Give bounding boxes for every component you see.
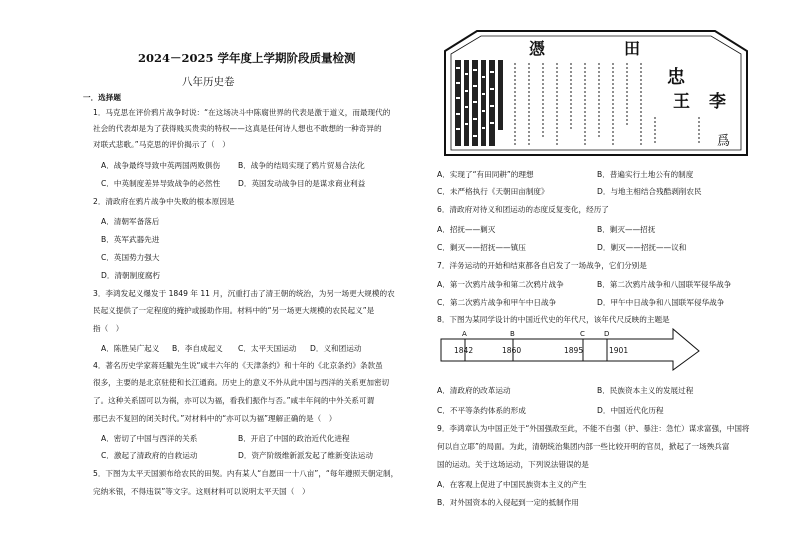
q7-option-a: A．第一次鸦片战争和第二次鸦片战争 [437, 280, 564, 289]
q7-option-c: C．第二次鸦片战争和甲午中日战争 [437, 298, 557, 307]
timeline-label-a: A [462, 330, 467, 338]
q4-option-b: B．开启了中国的政治近代化进程 [238, 434, 350, 443]
q1-option-a: A．战争最终导致中英两国两败俱伤 [101, 161, 221, 170]
timeline-year-1901: 1901 [609, 346, 629, 355]
q2-option-c: C．英国势力强大 [101, 253, 160, 262]
q8-option-a: A．清政府的改革运动 [437, 386, 511, 395]
q5-line-1: 5．下图为太平天国颁布给农民的田契。内有某人“自愿田一十八亩”，“每年遵照天朝定制， [93, 469, 399, 478]
deed-char-li: 李 [709, 92, 726, 112]
q1-line-1: 1．马克思在评价鸦片战争时说：“在这场决斗中陈腐世界的代表是激于道义，而最现代的 [93, 108, 391, 117]
q8-option-d: D．中国近代化历程 [597, 406, 664, 415]
q7-option-b: B．第二次鸦片战争和八国联军侵华战争 [597, 280, 732, 289]
q7-option-d: D．甲午中日战争和八国联军侵华战争 [597, 298, 725, 307]
q2-option-a: A．清朝军备落后 [101, 217, 160, 226]
q5-option-a: A．实现了“有田同耕”的理想 [437, 170, 534, 179]
q1-option-b: B．战争的结局实现了鸦片贸易合法化 [238, 161, 365, 170]
deed-char-tian: 田 [624, 39, 641, 58]
q2-option-b: B．英军武器先进 [101, 235, 160, 244]
q9-option-b: B．对外国资本的入侵起到一定的抵制作用 [437, 498, 579, 507]
timeline-label-b: B [510, 330, 515, 338]
q8-option-c: C．不平等条约体系的形成 [437, 406, 526, 415]
timeline-year-1842: 1842 [454, 346, 474, 355]
q6-option-a: A．招抚——剿灭 [437, 225, 496, 234]
timeline-year-1860: 1860 [502, 346, 522, 355]
q9-option-a: A．在客观上促进了中国民族资本主义的产生 [437, 480, 587, 489]
q4-line-3: 了。这种关系固可以为祸，亦可以为福，看我们振作与否。”咸丰年间的中外关系可谓 [93, 396, 375, 405]
q3-option-b: B．李自成起义 [172, 344, 223, 353]
q8-stem: 8．下图为某同学设计的中国近代史的年代尺，该年代尺反映的主题是 [437, 315, 670, 324]
q6-option-b: B．剿灭——招抚 [597, 225, 656, 234]
q1-option-d: D．英国发动战争目的是谋求商业利益 [238, 179, 366, 188]
deed-char-zhong: 忠 [667, 67, 685, 88]
q4-line-1: 4．著名历史学家蒋廷黻先生说“咸丰六年的《天津条约》和十年的《北京条约》条款虽 [93, 361, 383, 370]
q8-option-b: B．民族资本主义的发展过程 [597, 386, 694, 395]
q5-option-c: C．未严格执行《天朝田亩制度》 [437, 187, 549, 196]
q4-option-d: D．资产阶级维新派发起了维新变法运动 [238, 451, 373, 460]
section-heading: 一．选择题 [83, 93, 121, 102]
exam-subtitle: 八年历史卷 [182, 76, 235, 88]
q1-line-2: 社会的代表却是为了获得贱买贵卖的特权——这真是任何诗人想也不敢想的一种奇异的 [93, 124, 382, 133]
q3-option-d: D．义和团运动 [310, 344, 362, 353]
q3-option-c: C．太平天国运动 [238, 344, 297, 353]
timeline-year-1895: 1895 [564, 346, 584, 355]
deed-char-wei: 爲 [717, 134, 731, 149]
q4-option-c: C．激起了清政府的自救运动 [101, 451, 198, 460]
timeline-label-c: C [580, 330, 585, 338]
q9-line-2: 何以自立耶”的局面。为此，清朝统治集团内部一些比较开明的官员，掀起了一场殃兵富 [437, 442, 730, 451]
q3-line-2: 民起义提供了一定程度的掩护或援助作用。材料中的“另一场更大规模的农民起义”是 [93, 306, 375, 315]
q5-option-b: B．普遍实行土地公有的制度 [597, 170, 694, 179]
land-deed-image [437, 27, 755, 159]
q3-option-a: A．陈胜吴广起义 [101, 344, 160, 353]
q7-stem: 7．洋务运动的开始和结束都各自启发了一场战争，它们分别是 [437, 261, 647, 270]
deed-char-wang: 王 [673, 92, 690, 112]
q9-line-1: 9．李鸿章认为中国正处于“外国强敌至此，不能不自强（护、暴注：急忙）谋求富强，中国将 [437, 424, 750, 433]
q5-option-d: D．与地主相结合残酷剥削农民 [597, 187, 702, 196]
timeline-diagram [437, 326, 707, 372]
q2-option-d: D．清朝制度腐朽 [101, 271, 161, 280]
q9-line-3: 国的运动。关于这场运动，下列说法错误的是 [437, 460, 589, 469]
timeline-label-d: D [604, 330, 610, 338]
exam-title: 2024－2025 学年度上学期阶段质量检测 [138, 51, 356, 65]
q1-line-3: 对联式悲歌。”马克思的评价揭示了（ ） [93, 140, 230, 149]
q6-stem: 6．清政府对待义和团运动的态度反复变化，经历了 [437, 205, 609, 214]
q3-line-1: 3．李鸿发起义爆发于 1849 年 11 月，沉重打击了清王朝的统治，为另一场更大规模的农 [93, 289, 395, 298]
q4-option-a: A．密切了中国与西洋的关系 [101, 434, 198, 443]
q6-option-c: C．剿灭——招抚——镇压 [437, 243, 526, 252]
q2-stem: 2．清政府在鸦片战争中失败的根本原因是 [93, 197, 235, 206]
q4-line-4: 那已去不复回的闭关时代。”对材料中的“亦可以为福”理解正确的是（ ） [93, 414, 337, 423]
q3-line-3: 指（ ） [93, 324, 124, 333]
deed-char-ping: 憑 [529, 39, 546, 58]
q6-option-d: D．剿灭——招抚——议和 [597, 243, 687, 252]
q1-option-c: C．中英制度差异导致战争的必然性 [101, 179, 221, 188]
q5-line-2: 完纳米银，不得违误”等文字。这则材料可以说明太平天国（ ） [93, 487, 310, 496]
q4-line-2: 很多，主要的是北京驻使和长江通商。历史上的意义不外从此中国与西洋的关系更加密切 [93, 378, 390, 387]
